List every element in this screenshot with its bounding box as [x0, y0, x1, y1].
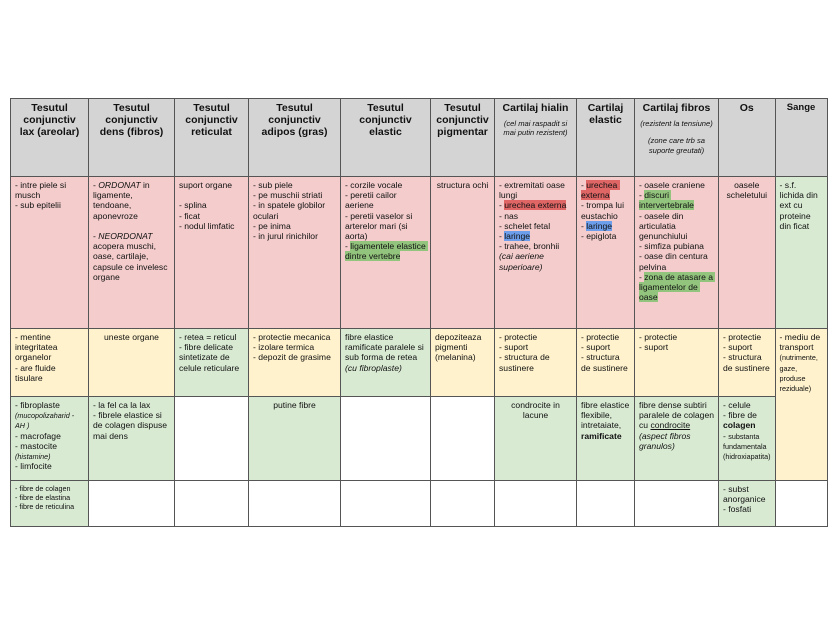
cell-lax-fibers: - fibre de colagen - fibre de elastina - fibre de reticulina [11, 481, 89, 527]
cell-reticulat-fibers [175, 481, 249, 527]
header-row [11, 99, 828, 177]
cell-lax-structure: - fibroplaste (mucopolizaharid - AH ) - macrofage - mastocite (histamine) - limfocite [11, 397, 89, 481]
header-hialin: Cartilaj hialin (cel mai raspadit si mai putin rezistent) [495, 99, 577, 177]
cell-adipos-structure: putine fibre [249, 397, 341, 481]
structure-row [11, 397, 828, 481]
cell-cartilaj-fibros-fibers [635, 481, 719, 527]
header-hialin-note: (cel mai raspadit si mai putin rezistent) [503, 119, 568, 138]
cell-adipos-location: - sub piele - pe muschii striati - in spatele globilor oculari - pe inima - in jurul rinichilor [249, 177, 341, 329]
cell-cartilaj-fibros-structure: fibre dense subtiri paralele de colagen cu condrocite (aspect fibros granulos) [635, 397, 719, 481]
header-fibros-note2: (zone care trb sa suporte greutati) [648, 136, 705, 155]
cell-adipos-fibers [249, 481, 341, 527]
cell-os-function: - protectie - suport - structura de sustinere [719, 329, 776, 397]
cell-lax-location: - intre piele si musch - sub epitelii [11, 177, 89, 329]
cell-sange-function: - mediu de transport (nutrimente, gaze, produse reziduale) [775, 329, 827, 481]
cell-pigmentar-location: structura ochi [431, 177, 495, 329]
tissue-table [10, 98, 828, 527]
function-row [11, 329, 828, 397]
header-fibros-note: (rezistent la tensiune) [640, 119, 713, 128]
header-cartilaj-fibros: Cartilaj fibros (rezistent la tensiune) (zone care trb sa suporte greutati) [635, 99, 719, 177]
cell-dens-location: - ORDONAT in ligamente, tendoane, aponevroze - NEORDONAT acopera muschi, oase, cartilaje, capsule ce invelesc organe [89, 177, 175, 329]
header-adipos: Tesutul conjunctiv adipos (gras) [249, 99, 341, 177]
cell-elastic-fibers [341, 481, 431, 527]
cell-os-fibers: - subst anorganice - fosfati [719, 481, 776, 527]
cell-cartilaj-elastic-structure: fibre elastice flexibile, intretaiate, ramificate [577, 397, 635, 481]
header-cartilaj-elastic: Cartilaj elastic [577, 99, 635, 177]
cell-lax-function: - mentine integritatea organelor - are fluide tisulare [11, 329, 89, 397]
cell-os-structure: - celule - fibre de colagen - substanta fundamentala (hidroxiapatita) [719, 397, 776, 481]
cell-pigmentar-function: depoziteaza pigmenti (melanina) [431, 329, 495, 397]
header-pigmentar: Tesutul conjunctiv pigmentar [431, 99, 495, 177]
cell-elastic-function: fibre elastice ramificate paralele si sub forma de retea (cu fibroplaste) [341, 329, 431, 397]
cell-reticulat-structure [175, 397, 249, 481]
cell-cartilaj-fibros-function: - protectie - suport [635, 329, 719, 397]
cell-reticulat-function: - retea = reticul - fibre delicate sintetizate de celule reticulare [175, 329, 249, 397]
cell-cartilaj-elastic-fibers [577, 481, 635, 527]
header-elastic: Tesutul conjunctiv elastic [341, 99, 431, 177]
cell-cartilaj-fibros-location: - oasele craniene - discuri intervertebrale - oasele din articulatia genunchiului - simfiza pubiana - oase din centura pelvina - zona de atasare a ligamentelor de oase [635, 177, 719, 329]
cell-sange-location: - s.f. lichida din ext cu proteine din ficat [775, 177, 827, 329]
cell-cartilaj-elastic-function: - protectie - suport - structura de sustinere [577, 329, 635, 397]
cell-reticulat-location: suport organe - splina - ficat - nodul limfatic [175, 177, 249, 329]
header-lax: Tesutul conjunctiv lax (areolar) [11, 99, 89, 177]
location-row [11, 177, 828, 329]
cell-elastic-location: - corzile vocale - peretii cailor aeriene - peretii vaselor si arterelor mari (si aorta) - ligamentele elastice dintre vertebre [341, 177, 431, 329]
cell-pigmentar-structure [431, 397, 495, 481]
cell-dens-fibers [89, 481, 175, 527]
cell-elastic-structure [341, 397, 431, 481]
fibers-row [11, 481, 828, 527]
cell-hialin-function: - protectie - suport - structura de sustinere [495, 329, 577, 397]
cell-hialin-fibers [495, 481, 577, 527]
cell-os-location: oasele scheletului [719, 177, 776, 329]
cell-hialin-location: - extremitati oase lungi - urechea externa - nas - schelet fetal - laringe - trahee, bronhii (cai aeriene superioare) [495, 177, 577, 329]
cell-adipos-function: - protectie mecanica - izolare termica - depozit de grasime [249, 329, 341, 397]
cell-dens-structure: - la fel ca la lax - fibrele elastice si de colagen dispuse mai dens [89, 397, 175, 481]
cell-pigmentar-fibers [431, 481, 495, 527]
cell-cartilaj-elastic-location: - urechea externa - trompa lui eustachio - laringe - epiglota [577, 177, 635, 329]
cell-hialin-structure: condrocite in lacune [495, 397, 577, 481]
header-sange: Sange [775, 99, 827, 177]
header-dens: Tesutul conjunctiv dens (fibros) [89, 99, 175, 177]
header-reticulat: Tesutul conjunctiv reticulat [175, 99, 249, 177]
header-os: Os [719, 99, 776, 177]
cell-dens-function: uneste organe [89, 329, 175, 397]
cell-sange-fibers [775, 481, 827, 527]
